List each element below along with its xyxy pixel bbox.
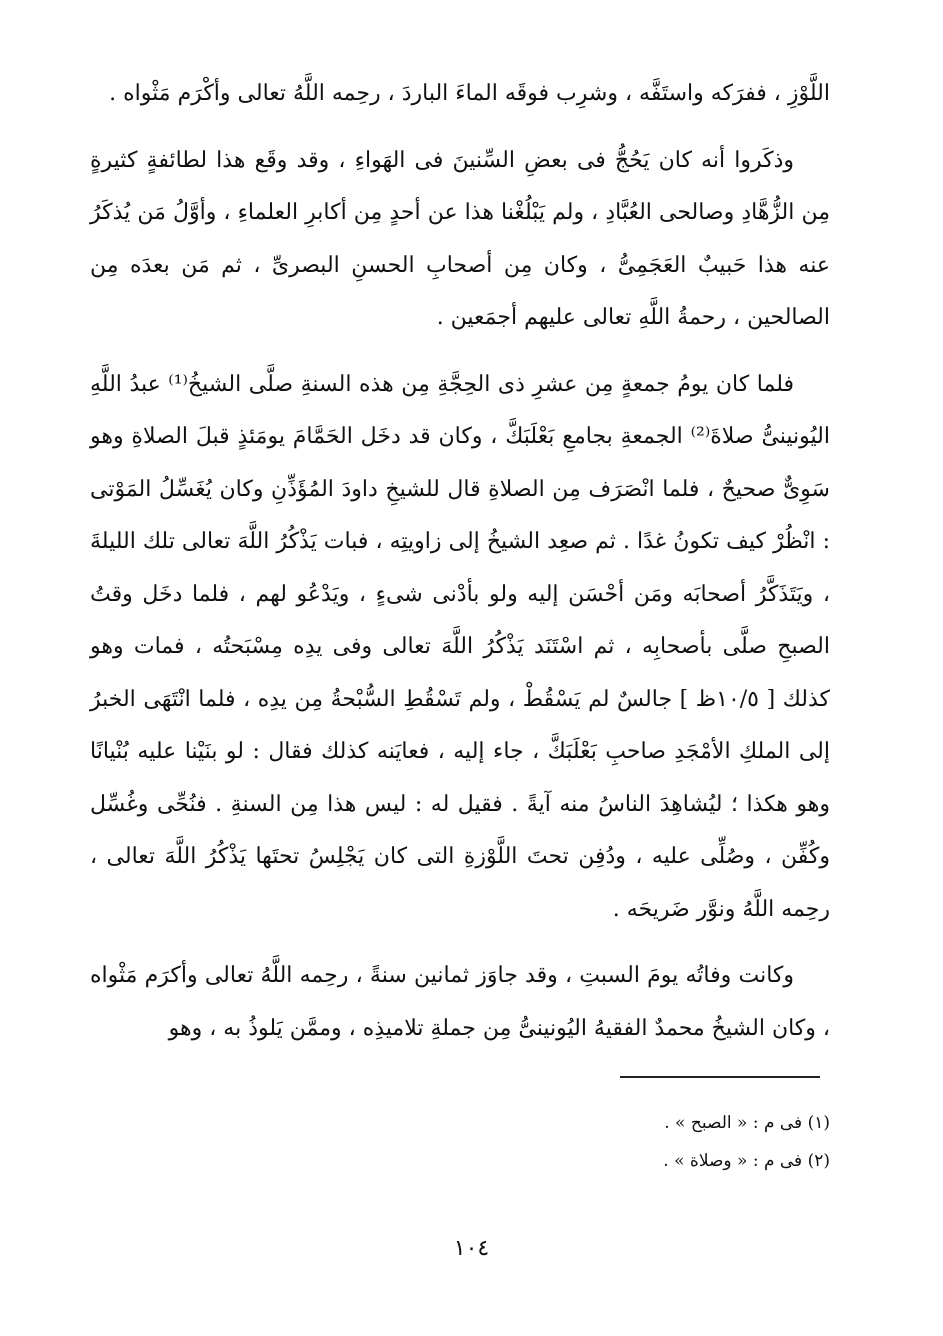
footnotes [420,1104,830,1180]
footnote-2: (٢) فى م : « وصلاة » . [663,1151,830,1171]
footnote-1: (١) فى م : « الصبح » . [664,1113,830,1133]
page-number: ١٠٤ [453,1236,490,1261]
main-text [90,68,830,1055]
paragraph-3: فلما كان يومُ جمعةٍ مِن عشرِ ذى الحِجَّةِ مِن هذه السنةِ صلَّى الشيخُ⁽¹⁾ عبدُ اللَّهِ اليُونينىُّ صلاةَ⁽²⁾ الجمعةِ بجامعِ بَعْلَبَكَّ ، وكان قد دخَل الحَمَّامَ يومَئذٍ قبلَ الصلاةِ وهو سَوِىٌّ صحيحٌ ، فلما انْصَرَف مِن الصلاةِ قال للشيخِ داودَ المُؤَذِّنِ وكان يُغَسِّلُ المَوْتى : انْظُرْ كيف تكونُ غدًا . ثم صعِد الشيخُ إلى زاويتِه ، فبات يَذْكُرُ اللَّهَ تعالى تلك الليلةَ ، ويَتَذَكَّرُ أصحابَه ومَن أحْسَن إليه ولو بأدْنى شىءٍ ، ويَدْعُو لهم ، فلما دخَل وقتُ الصبحِ صلَّى بأصحابِه ، ثم اسْتَنَد يَذْكُرُ اللَّهَ تعالى وفى يدِه مِسْبَحتُه ، فمات وهو كذلك [ ١٠/٥ظ ] جالسٌ لم يَسْقُطْ ، ولم تَسْقُطِ السُّبْحةُ مِن يدِه ، فلما انْتَهَى الخبرُ إلى الملكِ الأمْجَدِ صاحبِ بَعْلَبَكَّ ، جاء إليه ، فعايَنه كذلك فقال : لو بنَيْنا عليه بُنْيانًا وهو هكذا ؛ ليُشاهِدَ الناسُ منه آيةً . فقيل له : ليس هذا مِن السنةِ . فنُحِّى وغُسِّل وكُفِّن ، وصُلِّى عليه ، ودُفِن تحتَ اللَّوْزةِ التى كان يَجْلِسُ تحتَها يَذْكُرُ اللَّهَ تعالى ، رحِمه اللَّهُ ونوَّر ضَريحَه . [90,371,830,922]
paragraph-4: وكانت وفاتُه يومَ السبتِ ، وقد جاوَز ثمانين سنةً ، رحِمه اللَّهُ تعالى وأكرَم مَثْواه ، وكان الشيخُ محمدٌ الفقيهُ اليُونينىُّ مِن جملةِ تلاميذِه ، وممَّن يَلوذُ به ، وهو [90,963,830,1041]
footnote-divider [620,1076,820,1078]
paragraph-2: وذكَروا أنه كان يَحُجُّ فى بعضِ السِّنينَ فى الهَواءِ ، وقد وقَع هذا لطائفةٍ كثيرةٍ مِن الزُّهَّادِ وصالحى العُبَّادِ ، ولم يَبْلُغْنا هذا عن أحدٍ مِن أكابرِ العلماءِ ، وأوَّلُ مَن يُذكَرُ عنه هذا حَبيبٌ العَجَمِىُّ ، وكان مِن أصحابِ الحسنِ البصرىِّ ، ثم مَن بعدَه مِن الصالحين ، رحمةُ اللَّهِ تعالى عليهم أجمَعين . [90,147,830,330]
paragraph-1: اللَّوْزِ ، ففرَكه واستَفَّه ، وشرِب فوقَه الماءَ الباردَ ، رحِمه اللَّهُ تعالى وأكْرَم مَثْواه . [109,81,830,106]
